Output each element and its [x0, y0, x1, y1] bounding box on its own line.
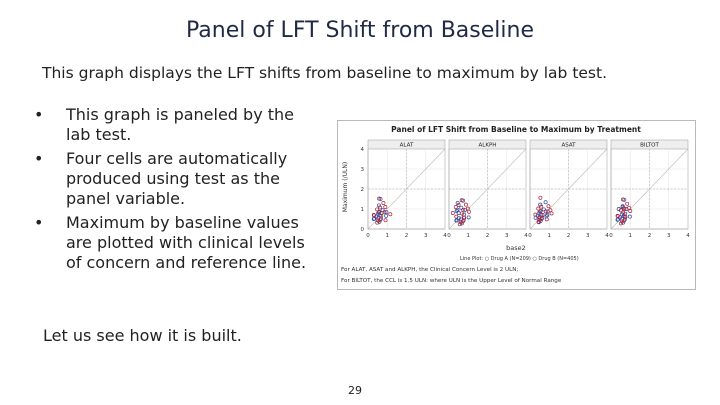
x-tick-label: 4 [686, 233, 690, 239]
panel-label: ALAT [399, 142, 414, 149]
x-tick-label: 0 [528, 233, 532, 239]
figure-ylabel: Maximum (/ULN) [342, 161, 349, 213]
y-tick-label: 3 [360, 167, 364, 173]
bullet-item [30, 105, 320, 145]
bullet-icon: • [34, 149, 44, 168]
x-tick-label: 3 [667, 233, 671, 239]
y-tick-label: 1 [360, 207, 364, 213]
y-tick-label: 4 [360, 147, 364, 153]
x-tick-label: 2 [404, 233, 409, 239]
x-tick-label: 3 [505, 233, 509, 239]
bullet-text: This graph is paneled by the lab test. [66, 105, 295, 144]
lft-panel-chart [338, 121, 695, 289]
figure-footnote-1: For ALAT, ASAT and ALKPH, the Clinical Concern Level is 2 ULN; [341, 267, 519, 273]
x-tick-label: 0 [447, 233, 451, 239]
panel-label: BILTOT [640, 142, 659, 149]
y-tick-label: 0 [360, 227, 364, 233]
figure-xlabel: base2 [506, 244, 526, 252]
x-tick-label: 0 [366, 233, 370, 239]
slide-subtitle: This graph displays the LFT shifts from baseline to maximum by lab test. [42, 64, 608, 82]
x-tick-label: 2 [566, 233, 571, 239]
bullet-text: Four cells are automatically produced using test as the panel variable. [66, 149, 288, 208]
x-tick-label: 1 [628, 233, 632, 239]
x-tick-label: 3 [586, 233, 590, 239]
x-tick-label: 1 [385, 233, 389, 239]
bullet-text: Maximum by baseline values are plotted with clinical levels of concern and reference line. [66, 213, 307, 272]
x-tick-label: 2 [647, 233, 652, 239]
figure-title: Panel of LFT Shift from Baseline to Maximum by Treatment [391, 125, 641, 134]
figure-footnote-2: For BILTOT, the CCL is 1.5 ULN: where ULN is the Upper Level of Normal Range [341, 278, 562, 284]
bullet-icon: • [34, 105, 44, 124]
x-tick-label: 2 [485, 233, 490, 239]
bullet-icon: • [34, 213, 44, 232]
x-tick-label: 1 [547, 233, 551, 239]
figure-legend: Line Plot: ○ Drug A (N=209) ○ Drug B (N=405) [460, 256, 579, 262]
page-number: 29 [348, 384, 362, 397]
x-tick-label: 0 [609, 233, 613, 239]
x-tick-label: 4 [605, 233, 609, 239]
x-tick-label: 3 [424, 233, 428, 239]
slide-title: Panel of LFT Shift from Baseline [186, 18, 534, 43]
x-tick-label: 4 [524, 233, 528, 239]
closing-text: Let us see how it is built. [43, 326, 242, 345]
bullet-item [30, 213, 320, 273]
panel-label: ASAT [561, 142, 576, 149]
bullet-item [30, 149, 320, 209]
x-tick-label: 4 [443, 233, 447, 239]
y-tick-label: 2 [360, 187, 364, 193]
x-tick-label: 1 [466, 233, 470, 239]
bullet-list [30, 105, 320, 277]
lft-shift-figure [337, 120, 696, 290]
panel-label: ALKPH [478, 142, 497, 149]
